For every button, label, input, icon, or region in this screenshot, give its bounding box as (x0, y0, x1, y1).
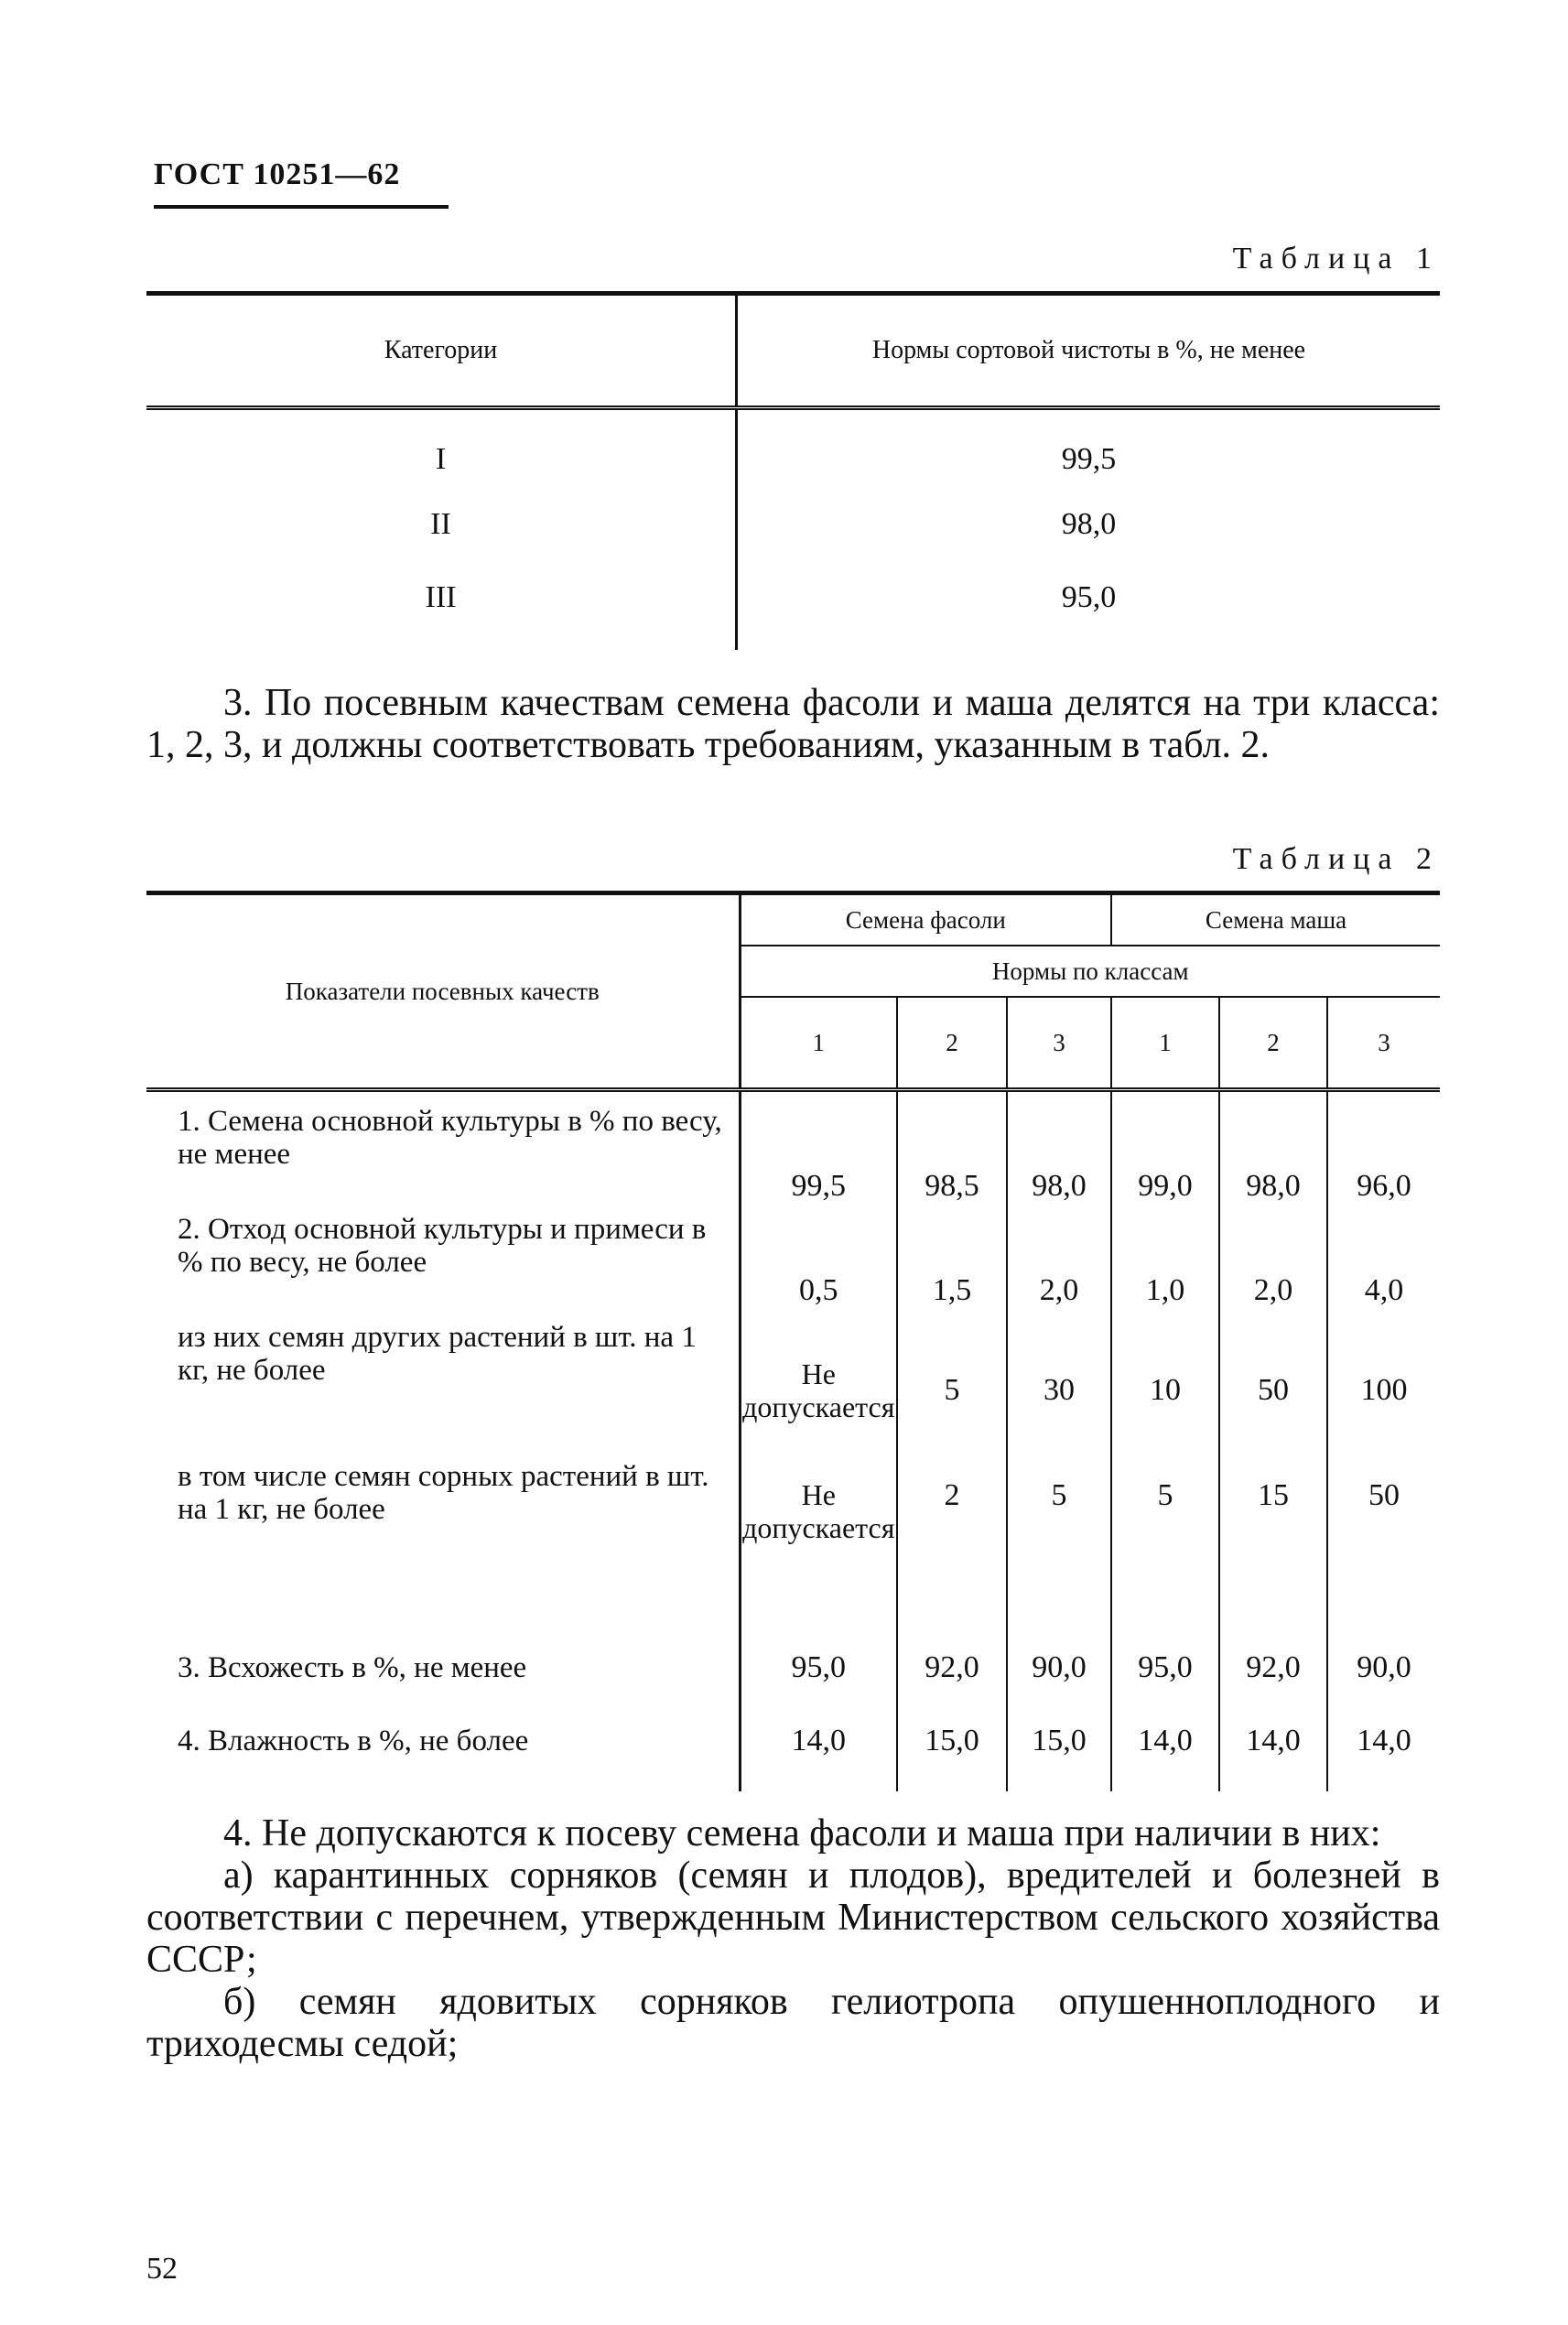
table2-row-label: 4. Влажность в %, не более (146, 1703, 740, 1791)
table2-cell: 14,0 (1219, 1703, 1327, 1791)
table-row (146, 1090, 1440, 1214)
table2-group-header: Семена маша (1111, 893, 1440, 946)
table2-cell: 15,0 (897, 1703, 1007, 1791)
table1-caption: Таблица 1 (1232, 242, 1440, 276)
table2-cell: 92,0 (1219, 1632, 1327, 1703)
table-row (146, 1321, 1440, 1460)
table2-cell: Не допускается (740, 1460, 897, 1632)
table2-cell: 99,5 (740, 1090, 897, 1214)
table2-class-header: 3 (1007, 997, 1111, 1090)
table2-cell: 14,0 (1357, 1724, 1411, 1757)
table2-cell: 14,0 (740, 1703, 897, 1791)
table2-cell: 50 (1368, 1478, 1400, 1512)
paragraph-4 (146, 1812, 1440, 2065)
table2-cell: 100 (1360, 1373, 1408, 1407)
table-row (146, 492, 1440, 557)
table2-cell: 95,0 (1111, 1632, 1219, 1703)
table1 (146, 291, 1440, 650)
table-row (146, 1632, 1440, 1703)
table2-cell: 98,0 (1219, 1090, 1327, 1214)
document-id: ГОСТ 10251—62 (154, 157, 401, 191)
table2-cell: 5 (897, 1321, 1007, 1460)
table-row (146, 1703, 1440, 1791)
table2-class-header: 1 (740, 997, 897, 1090)
table2-cell: 2 (897, 1460, 1007, 1632)
table2-header-row (146, 893, 1440, 946)
table2-cell: 1,5 (897, 1213, 1007, 1321)
table2-cell: 0,5 (740, 1213, 897, 1321)
table1-value: 98,0 (1061, 506, 1117, 541)
table2-row-label: 1. Семена основной культуры в % по весу, не менее (146, 1090, 740, 1214)
table2-cell: 96,0 (1357, 1169, 1411, 1203)
table2-cell: 98,0 (1007, 1090, 1111, 1214)
table2-cell: 5 (1007, 1460, 1111, 1632)
table2-cell: 10 (1111, 1321, 1219, 1460)
table2-cell: 2,0 (1007, 1213, 1111, 1321)
table2-cell: Не допускается (740, 1321, 897, 1460)
table-row (146, 1213, 1440, 1321)
table2-cell: 14,0 (1111, 1703, 1219, 1791)
table2-cell: 15 (1219, 1460, 1327, 1632)
header-rule (154, 205, 449, 209)
table1-value: 99,5 (1061, 441, 1117, 476)
paragraph-4-intro: 4. Не допускаются к посеву семена фасоли и маша при наличии в них: (223, 1812, 1381, 1855)
table2-cell: 95,0 (740, 1632, 897, 1703)
table2-cell: 98,5 (897, 1090, 1007, 1214)
table2-class-header: 2 (897, 997, 1007, 1090)
table2-group-header: Семена фасоли (740, 893, 1111, 946)
table-row (146, 1460, 1440, 1632)
table2-class-header: 1 (1111, 997, 1219, 1090)
paragraph-4-item-b: б) семян ядовитых сорняков гелиотропа опушенноплодного и триходесмы седой; (146, 1981, 1440, 2065)
table-row (146, 557, 1440, 650)
paragraph-3 (146, 682, 1440, 766)
table2-cell: 99,0 (1111, 1090, 1219, 1214)
table1-value: 95,0 (1061, 580, 1117, 614)
table2-row-header: Показатели посевных качеств (146, 893, 740, 1090)
table2 (146, 891, 1440, 1791)
table2-cell: 4,0 (1364, 1273, 1404, 1307)
table1-header-row (146, 294, 1440, 408)
table2-cell: 92,0 (897, 1632, 1007, 1703)
table2-cell: 50 (1219, 1321, 1327, 1460)
paragraph-3-text: 3. По посевным качествам семена фасоли и маша делятся на три класса: 1, 2, 3, и должны соответствовать требованиям, указанным в табл. 2. (146, 682, 1440, 766)
table2-cell: 90,0 (1007, 1632, 1111, 1703)
table1-category: I (146, 408, 737, 492)
table2-cell: 90,0 (1357, 1650, 1411, 1684)
table1-category: II (146, 492, 737, 557)
table2-class-header: 2 (1219, 997, 1327, 1090)
table1-col-header: Категории (146, 294, 737, 408)
paragraph-4-item-a: а) карантинных сорняков (семян и плодов), вредителей и болезней в соответствии с перечнем, утвержденным Министерством сельского хозяйства СССР; (146, 1855, 1440, 1981)
table2-cell: 15,0 (1007, 1703, 1111, 1791)
table2-class-header: 3 (1327, 997, 1440, 1090)
table2-norms-header: Нормы по классам (740, 946, 1440, 997)
table2-cell: 30 (1007, 1321, 1111, 1460)
table2-row-label: из них семян других растений в шт. на 1 кг, не более (146, 1321, 740, 1460)
table2-cell: 5 (1111, 1460, 1219, 1632)
table2-caption: Таблица 2 (1232, 842, 1440, 876)
table2-cell: 2,0 (1219, 1213, 1327, 1321)
table2-row-label: в том числе семян сорных растений в шт. на 1 кг, не более (146, 1460, 740, 1632)
page-number: 52 (146, 2252, 178, 2286)
table1-col-header: Нормы сортовой чистоты в %, не менее (737, 294, 1441, 408)
table-row (146, 408, 1440, 492)
table2-row-label: 2. Отход основной культуры и примеси в % по весу, не более (146, 1213, 740, 1321)
table1-category: III (146, 557, 737, 650)
table2-row-label: 3. Всхожесть в %, не менее (146, 1632, 740, 1703)
table2-cell: 1,0 (1111, 1213, 1219, 1321)
